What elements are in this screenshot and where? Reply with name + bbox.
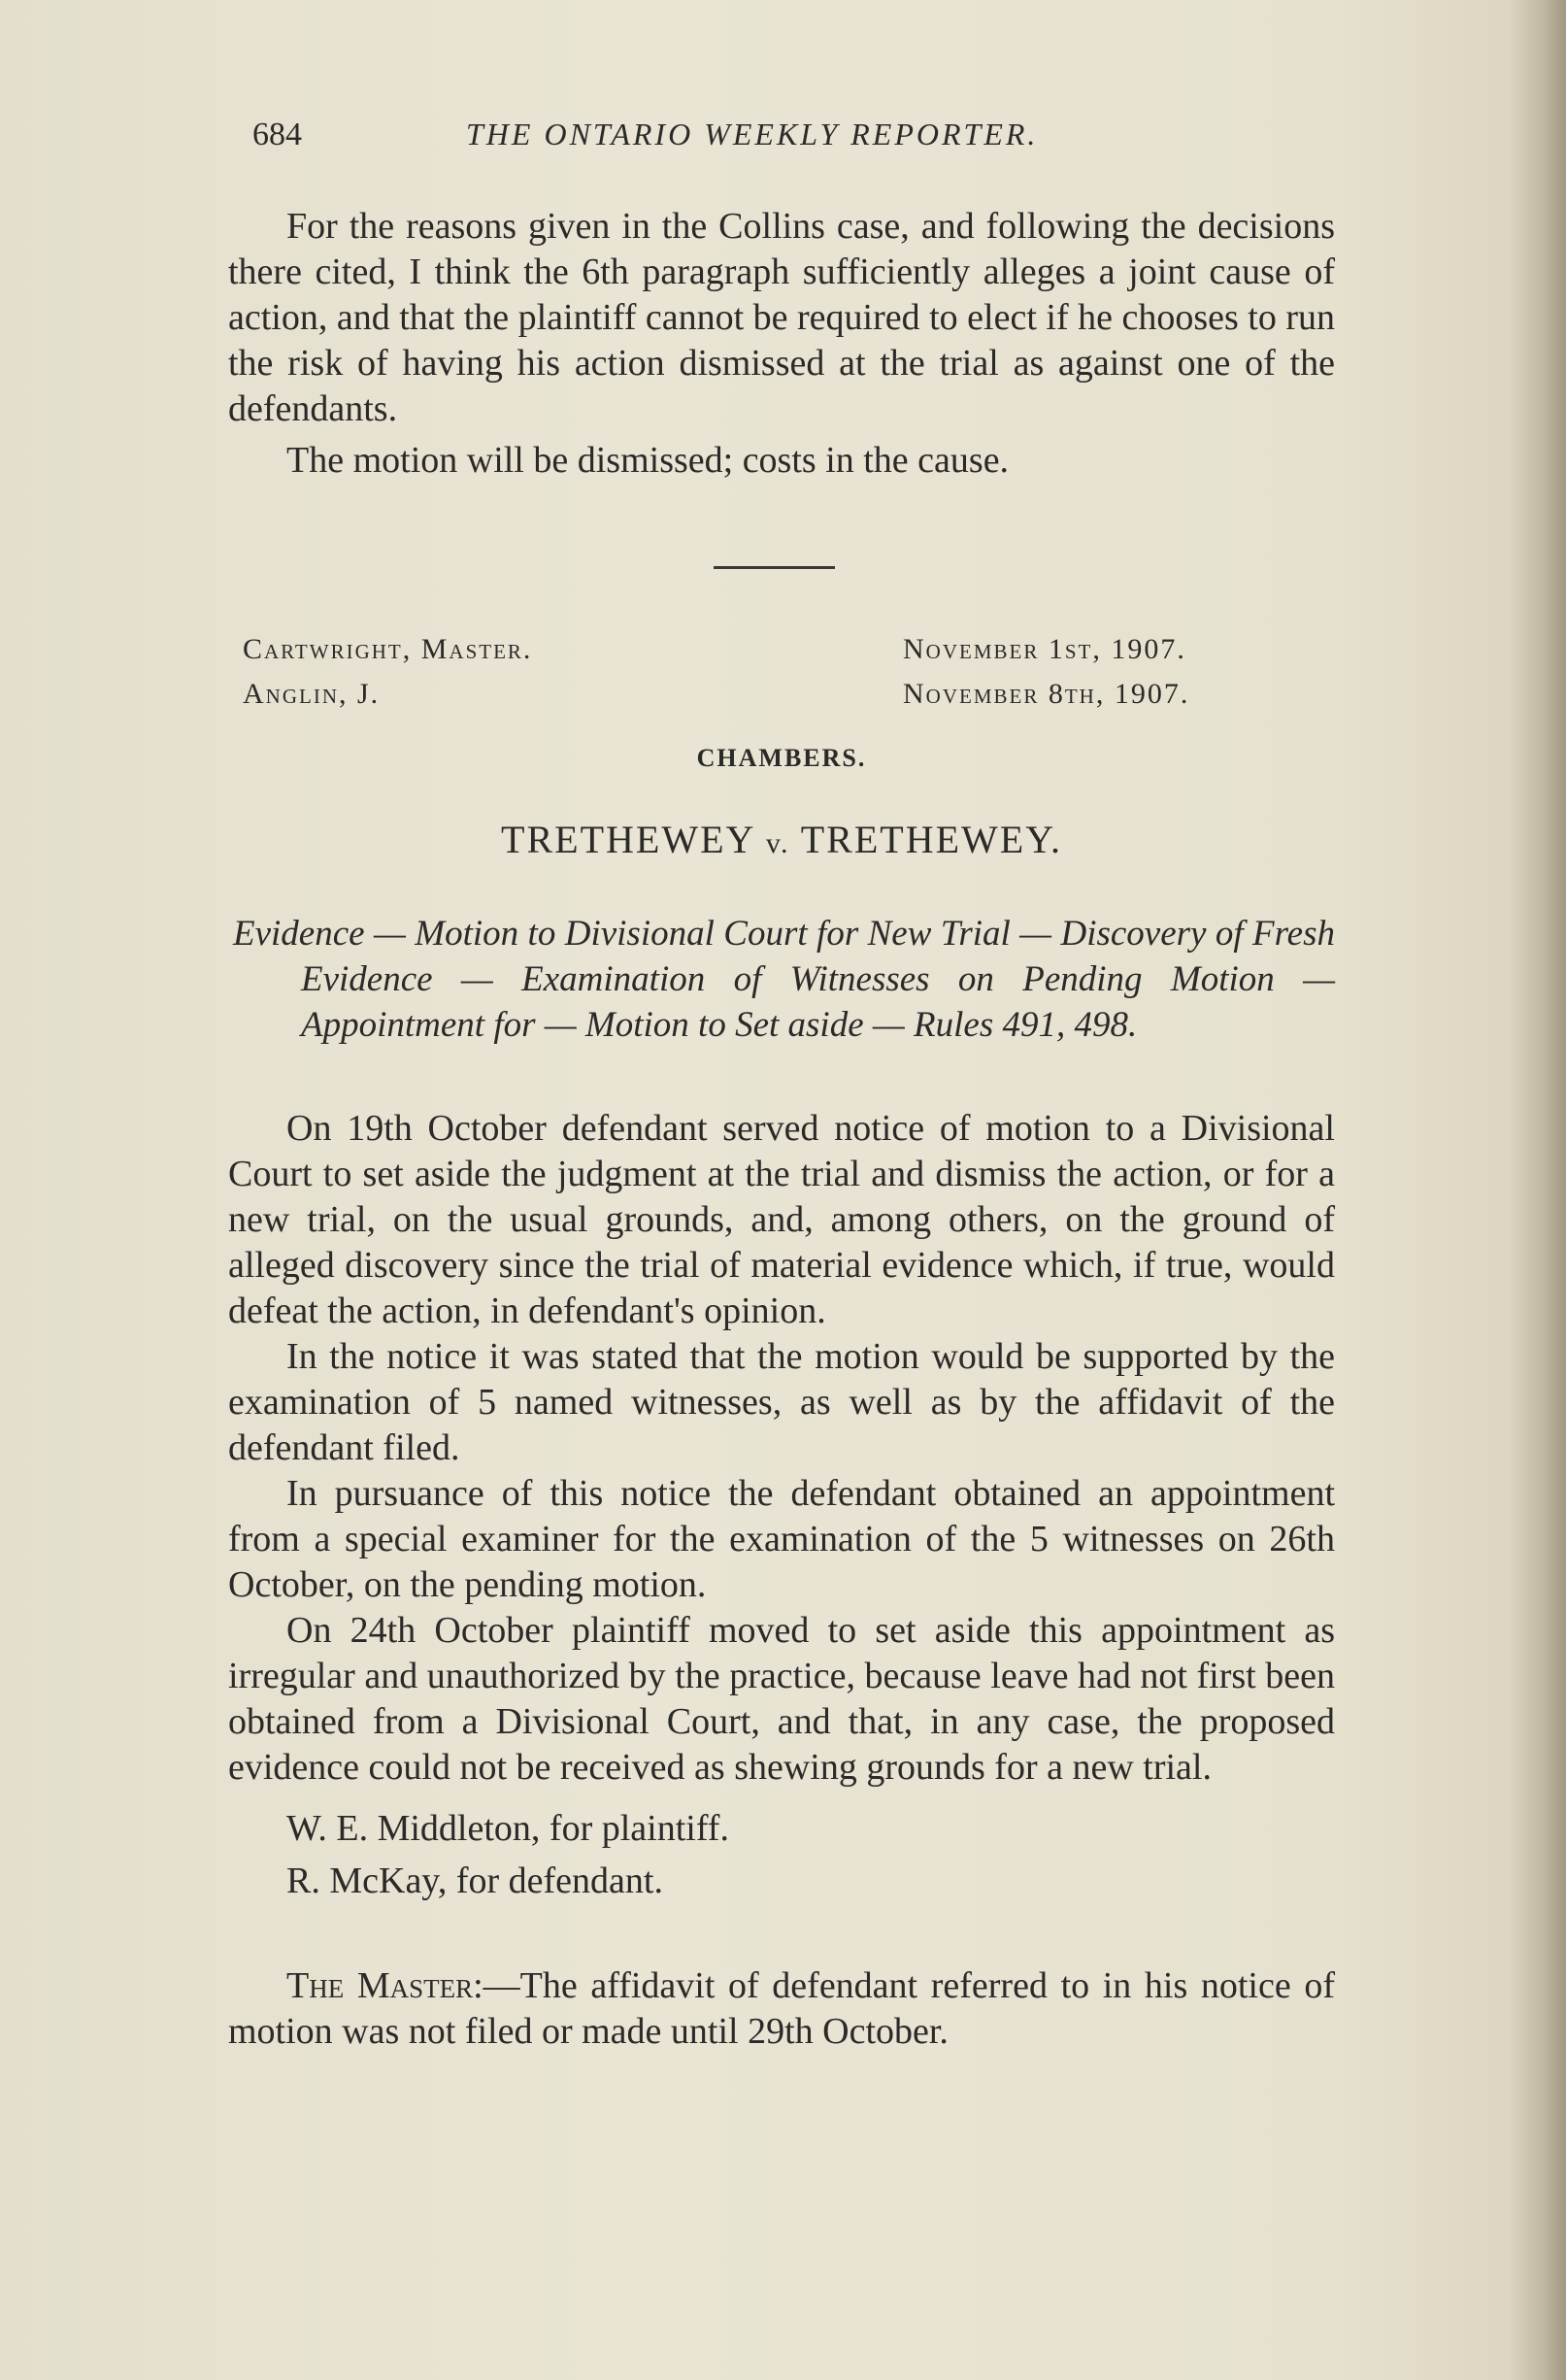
counsel-defendant: R. McKay, for defendant.: [286, 1860, 663, 1901]
case-paragraph-4: On 24th October plaintiff moved to set aside this appointment as irregular and unauthorized by the practice, because leave had not first been obtained from a Divisional Court, and that, in any case, the proposed evidence could not be received as shewing grounds for a new trial.: [228, 1610, 1335, 1788]
dates-list: [903, 627, 1189, 717]
journal-title: THE ONTARIO WEEKLY REPORTER.: [466, 117, 1039, 151]
previous-case-disposition: The motion will be dismissed; costs in the cause.: [286, 440, 1010, 481]
plaintiff-name: TRETHEWEY: [501, 818, 754, 861]
versus: v.: [765, 827, 790, 859]
judges-list: [243, 627, 532, 717]
previous-case-paragraph: For the reasons given in the Collins case, and following the decisions there cited, I think the 6th paragraph sufficiently alleges a joint cause of action, and that the plaintiff cannot be required to elect if he chooses to run the risk of having his action dismissed at the trial as against one of the defendants.: [228, 206, 1335, 429]
judgment-text: :—The affidavit of defendant referred to in his notice of motion was not filed or made until 29th October.: [228, 1965, 1336, 2052]
running-head: [228, 107, 1335, 165]
judge-master: Cartwright, Master.: [243, 633, 533, 665]
case-paragraph-3: In pursuance of this notice the defendant obtained an appointment from a special examiner for the examination of the 5 witnesses on 26th October, on the pending motion.: [228, 1473, 1335, 1605]
judgment-speaker: The Master: [286, 1965, 474, 2006]
headnote: Evidence — Motion to Divisional Court for New Trial — Discovery of Fresh Evidence — Examination of Witnesses on Pending Motion — Appointment for — Motion to Set aside — Rules 491, 498.: [233, 914, 1335, 1045]
counsel-plaintiff: W. E. Middleton, for plaintiff.: [286, 1808, 729, 1849]
judge-justice: Anglin, J.: [243, 678, 381, 710]
section-divider: [714, 566, 835, 569]
defendant-name: TRETHEWEY.: [800, 818, 1062, 861]
page-content: [228, 107, 1335, 2055]
case-judges-dates: [228, 627, 1335, 744]
case-paragraph-2: In the notice it was stated that the motion would be supported by the examination of 5 named witnesses, as well as by the affidavit of the defendant filed.: [228, 1336, 1335, 1468]
case-paragraph-1: On 19th October defendant served notice of motion to a Divisional Court to set aside the judgment at the trial and dismiss the action, or for a new trial, on the usual grounds, and, among others, on the ground of alleged discovery since the trial of material evidence which, if true, would defeat the action, in defendant's opinion.: [228, 1108, 1335, 1331]
binding-shadow: [1508, 0, 1566, 2380]
date-first: November 1st, 1907.: [903, 633, 1186, 665]
court-name: CHAMBERS.: [696, 744, 867, 772]
date-second: November 8th, 1907.: [903, 678, 1190, 710]
page-number: 684: [252, 117, 302, 152]
case-title: [228, 817, 1335, 862]
judgment-opening: [228, 1963, 1335, 2055]
